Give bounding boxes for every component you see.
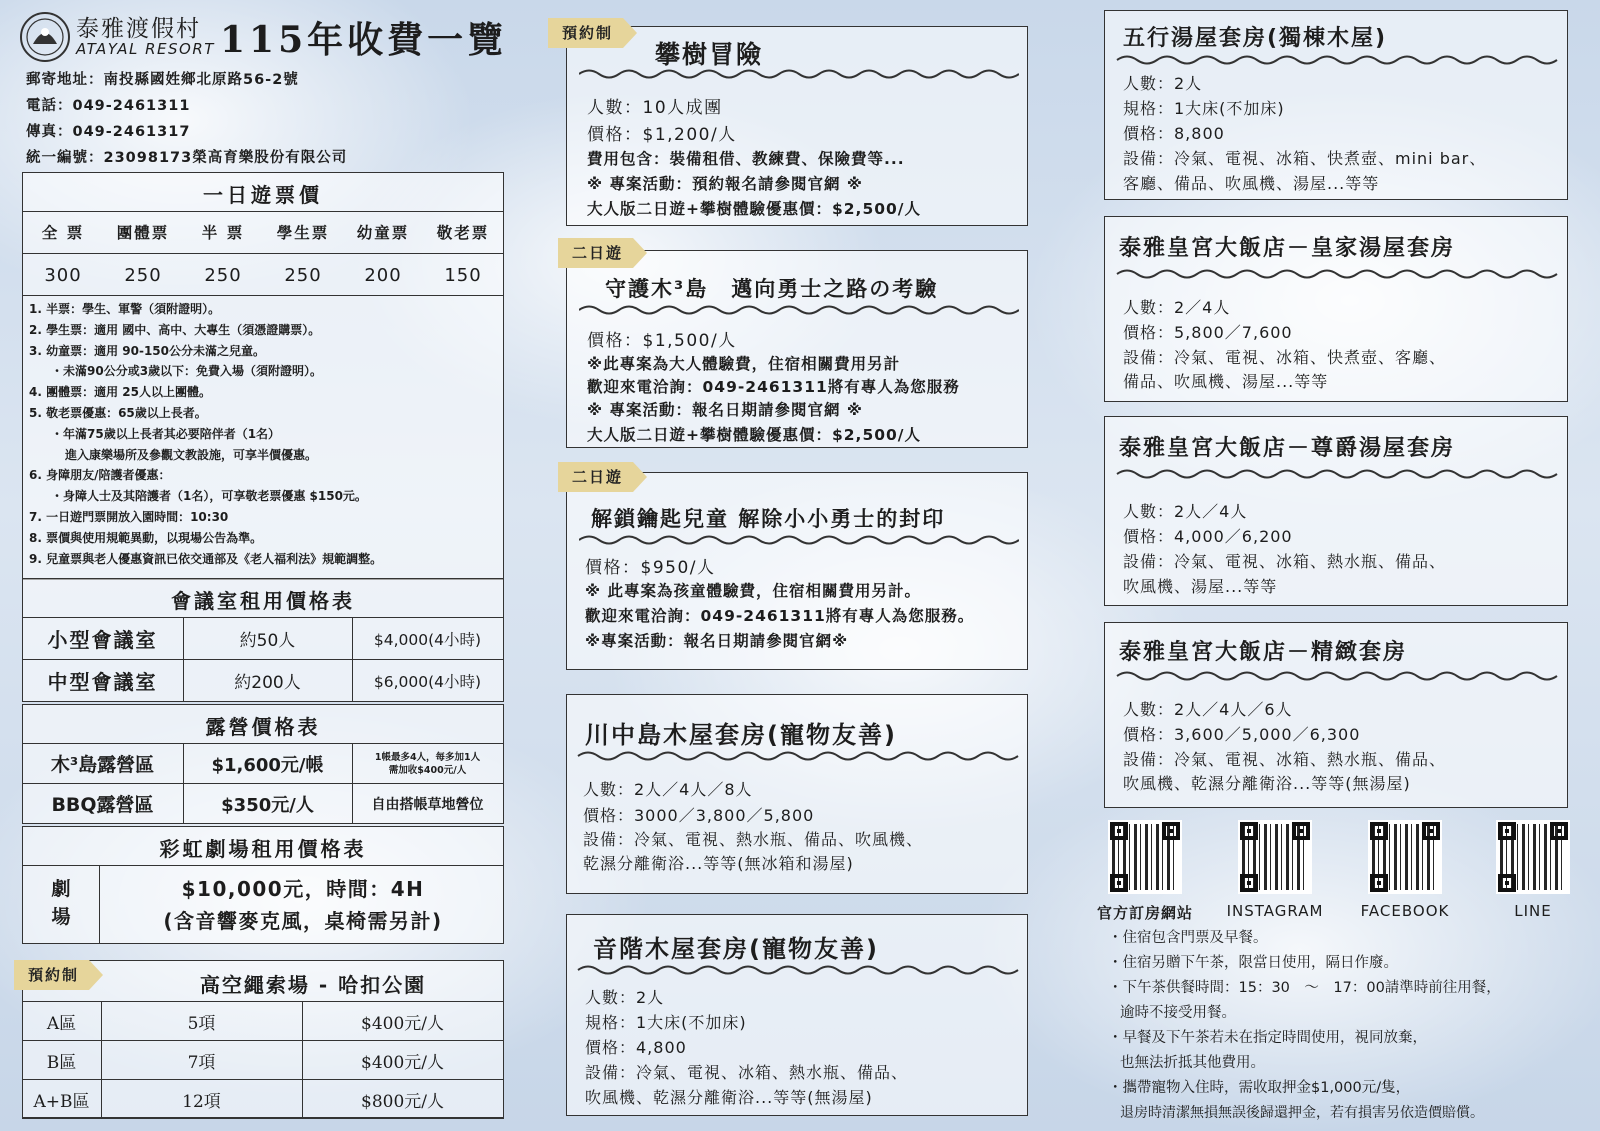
key-line: 歡迎來電洽詢：049-2461311將有專人為您服務。 (585, 607, 975, 625)
room-price: $6,000(4小時) (352, 660, 503, 702)
river-line: 價格：3000／3,800／5,800 (583, 806, 815, 825)
wave-divider (1113, 267, 1561, 281)
ticket-header: 半 票 (201, 224, 245, 242)
ticket-price: 150 (444, 265, 482, 286)
ropes-items: 7項 (101, 1041, 302, 1080)
ticket-note: 進入康樂場所及參觀文教設施，可享半價優惠。 (65, 447, 318, 462)
tax-id-text: 統一編號：23098173榮高育樂股份有限公司 (26, 150, 348, 166)
ticket-note: 6. 身障朋友/陪護者優惠： (29, 468, 171, 483)
day-ticket-box (22, 172, 504, 580)
guard-line: ※ 專案活動：報名日期請參閱官網 ※ (587, 401, 863, 419)
room-price: $4,000(4小時) (352, 618, 503, 660)
logo-emblem-icon (18, 10, 72, 64)
camp-name: BBQ露營區 (22, 784, 183, 824)
royal-suite-box (1104, 216, 1568, 402)
five-element-box (1104, 10, 1568, 200)
theater-title: 彩虹劇場租用價格表 (159, 837, 367, 861)
room-capacity: 約50人 (183, 618, 352, 660)
noble-line: 人數：2人／4人 (1123, 502, 1248, 521)
five-line: 價格：8,800 (1123, 124, 1225, 143)
ropes-area: A區 (22, 1002, 101, 1041)
theater-label: 劇場 (51, 878, 71, 928)
stay-note: ・住宿另贈下午茶，限當日使用，隔日作廢。 (1108, 955, 1398, 971)
ticket-header: 全 票 (41, 224, 85, 242)
ticket-note: 2. 學生票：適用 國中、高中、大專生（須憑證購票）。 (29, 322, 321, 337)
ticket-header: 敬老票 (436, 224, 490, 242)
music-line: 吹風機、乾濕分離衛浴...等等(無湯屋) (585, 1088, 873, 1107)
qr-label: LINE (1514, 902, 1552, 920)
key-title: 解鎖鑰匙兒童 解除小小勇士的封印 (591, 507, 946, 531)
music-line: 價格：4,800 (585, 1038, 687, 1057)
wave-divider (1113, 467, 1561, 481)
royal-line: 人數：2／4人 (1123, 298, 1231, 317)
guard-two-day-tag: 二日遊 (558, 238, 633, 268)
river-line: 乾濕分離衛浴...等等(無冰箱和湯屋) (583, 854, 854, 873)
fine-suite-box (1104, 622, 1568, 808)
ticket-note: 7. 一日遊門票開放入園時間：10:30 (29, 509, 229, 524)
address-text: 郵寄地址：南投縣國姓鄉北原路56-2號 (26, 72, 299, 88)
ticket-note: ・年滿75歲以上長者其必要陪伴者（1名） (51, 426, 281, 441)
ticket-note: 4. 團體票：適用 25人以上團體。 (29, 385, 211, 400)
meeting-room-box (22, 578, 504, 702)
camp-note-line: 1帳最多4人，每多加1人 (374, 751, 481, 763)
music-line: 設備：冷氣、電視、冰箱、熱水瓶、備品、 (585, 1063, 909, 1082)
ropes-area: A+B區 (22, 1080, 101, 1119)
ticket-header: 幼童票 (356, 224, 410, 242)
ropes-price: $400元/人 (302, 1041, 503, 1080)
noble-line: 設備：冷氣、電視、冰箱、熱水瓶、備品、 (1123, 552, 1447, 571)
royal-title: 泰雅皇宮大飯店－皇家湯屋套房 (1119, 236, 1456, 261)
table-row (22, 1002, 503, 1041)
table-row (22, 784, 503, 824)
fine-line: 設備：冷氣、電視、冰箱、熱水瓶、備品、 (1123, 750, 1447, 769)
camping-table (22, 743, 504, 824)
music-cabin-box (566, 914, 1028, 1116)
line-qr-code[interactable] (1496, 820, 1570, 894)
day-ticket-title: 一日遊票價 (203, 183, 323, 207)
ropes-items: 5項 (101, 1002, 302, 1041)
facebook-qr-code[interactable] (1368, 820, 1442, 894)
river-title: 川中島木屋套房(寵物友善) (585, 721, 897, 749)
tree-title: 攀樹冒險 (655, 40, 764, 69)
five-line: 客廳、備品、吹風機、湯屋...等等 (1123, 174, 1380, 193)
logo-name-cn: 泰雅渡假村 (76, 16, 201, 42)
five-line: 規格：1大床(不加床) (1123, 99, 1285, 118)
ropes-price: $400元/人 (302, 1002, 503, 1041)
ticket-header: 學生票 (276, 224, 330, 242)
theater-price: $10,000元，時間：4H (181, 877, 425, 901)
camping-title: 露營價格表 (205, 715, 321, 739)
stay-note: ・下午茶供餐時間：15：30 ～ 17：00請準時前往用餐， (1108, 980, 1501, 996)
guard-line: 價格：$1,500/人 (587, 331, 737, 351)
ropes-price: $800元/人 (302, 1080, 503, 1119)
wave-divider (575, 749, 1021, 763)
stay-note: 退房時清潔無損無誤後歸還押金，若有損害另依造價賠償。 (1120, 1105, 1484, 1121)
key-program-box (566, 472, 1028, 670)
ticket-price: 250 (204, 265, 242, 286)
ticket-price: 300 (44, 265, 82, 286)
ticket-notes (29, 299, 499, 569)
ticket-note: 5. 敬老票優惠：65歲以上長者。 (29, 405, 207, 420)
music-title: 音階木屋套房(寵物友善) (593, 935, 879, 963)
table-row (22, 1041, 503, 1080)
logo (18, 8, 218, 64)
meeting-table (22, 617, 504, 702)
stay-note: ・住宿包含門票及早餐。 (1108, 930, 1268, 946)
fine-title: 泰雅皇宮大飯店－精緻套房 (1119, 640, 1408, 665)
room-name: 中型會議室 (22, 660, 183, 702)
fine-line: 人數：2人／4人／6人 (1123, 700, 1293, 719)
table-row (22, 618, 503, 660)
meeting-title: 會議室租用價格表 (171, 589, 355, 613)
guard-title: 守護木³島 邁向勇士之路の考驗 (605, 277, 939, 301)
five-line: 設備：冷氣、電視、冰箱、快煮壺、mini bar、 (1123, 149, 1487, 168)
river-line: 設備：冷氣、電視、熱水瓶、備品、吹風機、 (583, 830, 924, 849)
fine-line: 吹風機、乾濕分離衛浴...等等(無湯屋) (1123, 774, 1411, 793)
table-row (22, 744, 503, 784)
five-title: 五行湯屋套房(獨棟木屋) (1123, 26, 1388, 51)
stay-notes (1108, 926, 1594, 1126)
tree-climbing-box (566, 26, 1028, 226)
guard-line: 大人版二日遊+攀樹體驗優惠價：$2,500/人 (587, 426, 921, 444)
royal-line: 設備：冷氣、電視、冰箱、快煮壺、客廳、 (1123, 348, 1447, 367)
phone-text: 電話：049-2461311 (26, 98, 191, 114)
music-line: 人數：2人 (585, 988, 665, 1007)
key-line: 價格：$950/人 (585, 558, 716, 578)
logo-name-en: ATAYAL RESORT (76, 40, 215, 58)
camp-note-line: 需加收$400元/人 (388, 764, 467, 776)
ticket-prices (23, 265, 503, 286)
ropes-title: 高空繩索場 - 哈扣公園 (199, 973, 427, 997)
tree-line: 費用包含：裝備租借、教練費、保險費等... (587, 150, 905, 168)
table-row (22, 1080, 503, 1119)
stay-note: 也無法折抵其他費用。 (1120, 1055, 1265, 1071)
ticket-headers (23, 221, 503, 243)
table-row (22, 660, 503, 702)
noble-line: 吹風機、湯屋...等等 (1123, 577, 1278, 596)
wave-divider (579, 303, 1019, 317)
tree-line: 大人版二日遊+攀樹體驗優惠價：$2,500/人 (587, 200, 921, 218)
tree-line: ※ 專案活動：預約報名請參閱官網 ※ (587, 175, 863, 193)
guard-line: 歡迎來電洽詢：049-2461311將有專人為您服務 (587, 378, 960, 396)
royal-line: 備品、吹風機、湯屋...等等 (1123, 372, 1329, 391)
ropes-items: 12項 (101, 1080, 302, 1119)
stay-note: ・早餐及下午茶若未在指定時間使用，視同放棄， (1108, 1030, 1427, 1046)
instagram-qr-code[interactable] (1238, 820, 1312, 894)
camp-name: 木³島露營區 (22, 744, 183, 784)
camp-note (352, 744, 503, 784)
stay-note: 逾時不接受用餐。 (1120, 1005, 1236, 1021)
camping-box (22, 704, 504, 824)
wave-divider (1113, 53, 1561, 67)
room-name: 小型會議室 (22, 618, 183, 660)
wave-divider (1113, 669, 1561, 683)
camp-note: 自由搭帳草地營位 (352, 784, 503, 824)
ropes-booking-tag: 預約制 (14, 960, 89, 990)
theater-box (22, 826, 504, 944)
key-line: ※專案活動：報名日期請參閱官網※ (585, 632, 849, 650)
tree-booking-tag: 預約制 (548, 18, 623, 48)
noble-suite-box (1104, 416, 1568, 606)
key-line: ※ 此專案為孩童體驗費，住宿相關費用另計。 (585, 582, 921, 600)
ticket-price: 250 (284, 265, 322, 286)
ticket-price: 250 (124, 265, 162, 286)
ropes-area: B區 (22, 1041, 101, 1080)
river-cabin-box (566, 694, 1028, 894)
qr-label: INSTAGRAM (1226, 902, 1324, 920)
ticket-price: 200 (364, 265, 402, 286)
tree-line: 價格：$1,200/人 (587, 125, 737, 145)
ticket-header: 團體票 (116, 224, 170, 242)
qr-label: FACEBOOK (1360, 902, 1450, 920)
booking-qr-code[interactable] (1108, 820, 1182, 894)
music-line: 規格：1大床(不加床) (585, 1013, 747, 1032)
fine-line: 價格：3,600／5,000／6,300 (1123, 725, 1361, 744)
royal-line: 價格：5,800／7,600 (1123, 323, 1293, 342)
stay-note: ・攜帶寵物入住時，需收取押金$1,000元/隻， (1108, 1080, 1411, 1096)
guard-line: ※此專案為大人體驗費，住宿相關費用另計 (587, 355, 901, 373)
wave-divider (579, 533, 1019, 547)
tree-line: 人數：10人成團 (587, 98, 723, 118)
camp-price: $350元/人 (183, 784, 352, 824)
ticket-note: 1. 半票：學生、軍警（須附證明）。 (29, 302, 221, 316)
ticket-note: 9. 兒童票與老人優惠資訊已依交通部及《老人福利法》規範調整。 (29, 551, 383, 566)
fax-text: 傳真：049-2461317 (26, 124, 191, 140)
wave-divider (579, 67, 1019, 81)
key-two-day-tag: 二日遊 (558, 462, 633, 492)
qr-label: 官方訂房網站 (1096, 904, 1193, 922)
camp-price: $1,600元/帳 (183, 744, 352, 784)
ticket-note: 3. 幼童票：適用 90-150公分未滿之兒童。 (29, 343, 265, 358)
noble-title: 泰雅皇宮大飯店－尊爵湯屋套房 (1119, 436, 1456, 461)
ticket-note: ・未滿90公分或3歲以下：免費入場（須附證明）。 (51, 364, 323, 379)
wave-divider (575, 963, 1021, 977)
noble-line: 價格：4,000／6,200 (1123, 527, 1293, 546)
room-capacity: 約200人 (183, 660, 352, 702)
ropes-table (22, 1001, 504, 1119)
guard-program-box (566, 250, 1028, 448)
ticket-note: ・身障人士及其陪護者（1名），可享敬老票優惠 $150元。 (51, 489, 367, 504)
theater-note: (含音響麥克風，桌椅需另計) (163, 909, 443, 933)
page-title: 115年收費一覽 (220, 19, 508, 61)
five-line: 人數：2人 (1123, 74, 1203, 93)
river-line: 人數：2人／4人／8人 (583, 780, 753, 799)
ticket-note: 8. 票價與使用規範異動，以現場公告為準。 (29, 530, 263, 545)
